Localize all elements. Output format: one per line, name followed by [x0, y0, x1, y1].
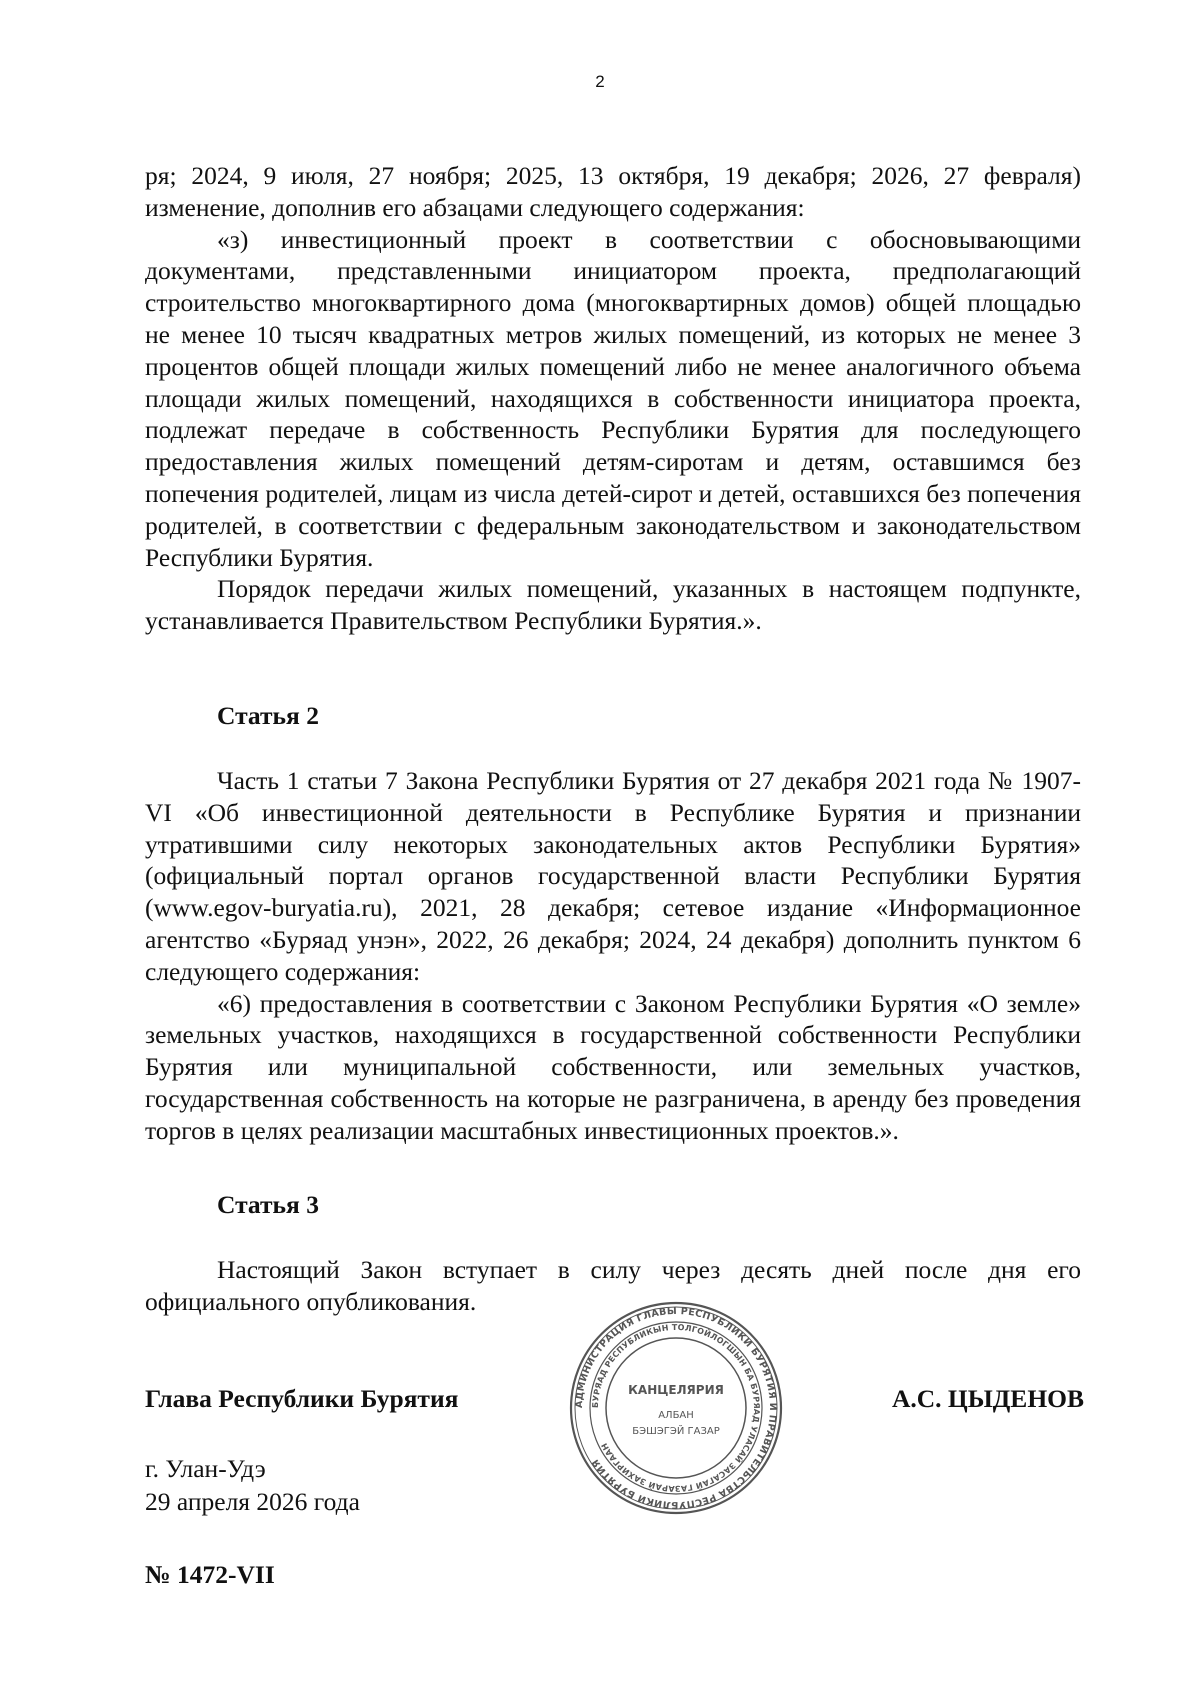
- place-and-date: [145, 1452, 360, 1518]
- seal-inner-ring: [606, 1338, 746, 1478]
- amendment-continuation: [145, 160, 1081, 637]
- transfer-order-paragraph: Порядок передачи жилых помещений, указанных в настоящем подпункте, устанавливается Правительством Республики Бурятия.».: [145, 574, 1081, 636]
- signatory-name: А.С. ЦЫДЕНОВ: [891, 1384, 1084, 1413]
- seal-line-1: КАНЦЕЛЯРИЯ: [628, 1383, 724, 1397]
- law-number: № 1472-VII: [145, 1560, 275, 1589]
- signature-title: Глава Республики Бурятия: [145, 1384, 459, 1413]
- seal-outer-ring: [571, 1303, 781, 1513]
- article-3-heading: Статья 3: [217, 1190, 319, 1219]
- article-2-point-6: «6) предоставления в соответствии с Законом Республики Бурятия «О земле» земельных участков, находящихся в государственной собственности Республики Бурятия или муниципальной собственности, или земельных участков, государственная собственность на которые не разграничена, в аренду без проведения торгов в целях реализации масштабных инвестиционных проектов.».: [145, 988, 1081, 1145]
- subparagraph-z: «з) инвестиционный проект в соответствии с обосновывающими документами, представленными инициатором проекта, предполагающий строительство многоквартирного дома (многоквартирных домов) общей площадью не менее 10 тысяч квадратных метров жилых помещений, из которых не менее 3 процентов общей площади жилых помещений либо не менее аналогичного объема площади жилых помещений, находящихся в собственности инициатора проекта, подлежат передаче в собственность Республики Бурятия для последующего предоставления жилых помещений детям-сиротам и детям, оставшимся без попечения родителей, лицам из числа детей-сирот и детей, оставшихся без попечения родителей, в соответствии с федеральным законодательством и законодательством Республики Бурятия.: [145, 224, 1081, 572]
- page-number: 2: [595, 72, 605, 91]
- continuation-line: ря; 2024, 9 июля, 27 ноября; 2025, 13 октября, 19 декабря; 2026, 27 февраля) изменение, дополнив его абзацами следующего содержания:: [145, 161, 1081, 222]
- official-seal: [568, 1300, 784, 1516]
- place: г. Улан-Удэ: [145, 1454, 266, 1483]
- seal-line-2: АЛБАН: [658, 1410, 694, 1421]
- article-2-paragraph: Часть 1 статьи 7 Закона Республики Бурятия от 27 декабря 2021 года № 1907-VI «Об инвестиционной деятельности в Республике Бурятия и признании утратившими силу некоторых законодательных актов Республики Бурятия» (официальный портал органов государственной власти Республики Бурятия (www.egov-buryatia.ru), 2021, 28 декабря; сетевое издание «Информационное агентство «Буряад унэн», 2022, 26 декабря; 2024, 24 декабря) дополнить пунктом 6 следующего содержания:: [145, 766, 1081, 986]
- seal-middle-ring: [590, 1322, 762, 1494]
- article-3-paragraph: Настоящий Закон вступает в силу через десять дней после дня его официального опубликования.: [145, 1255, 1081, 1316]
- seal-line-3: БЭШЭГЭЙ ГАЗАР: [632, 1426, 720, 1437]
- article-2-body: [145, 765, 1081, 1147]
- date: 29 апреля 2026 года: [145, 1487, 360, 1516]
- article-2-heading: Статья 2: [217, 701, 319, 730]
- seal-inner-inscription: БУРЯАД РЕСПУБЛИКЫН ТОЛГОЙЛОГШЫН БА БУРЯАД УЛАСАЙ ЗАСАГАЙ ГАЗАРАЙ ЗАХИРГААН: [590, 1322, 762, 1494]
- seal-outer-inscription: АДМИНИСТРАЦИЯ ГЛАВЫ РЕСПУБЛИКИ БУРЯТИЯ И ПРАВИТЕЛЬСТВА РЕСПУБЛИКИ БУРЯТИЯ: [573, 1305, 779, 1511]
